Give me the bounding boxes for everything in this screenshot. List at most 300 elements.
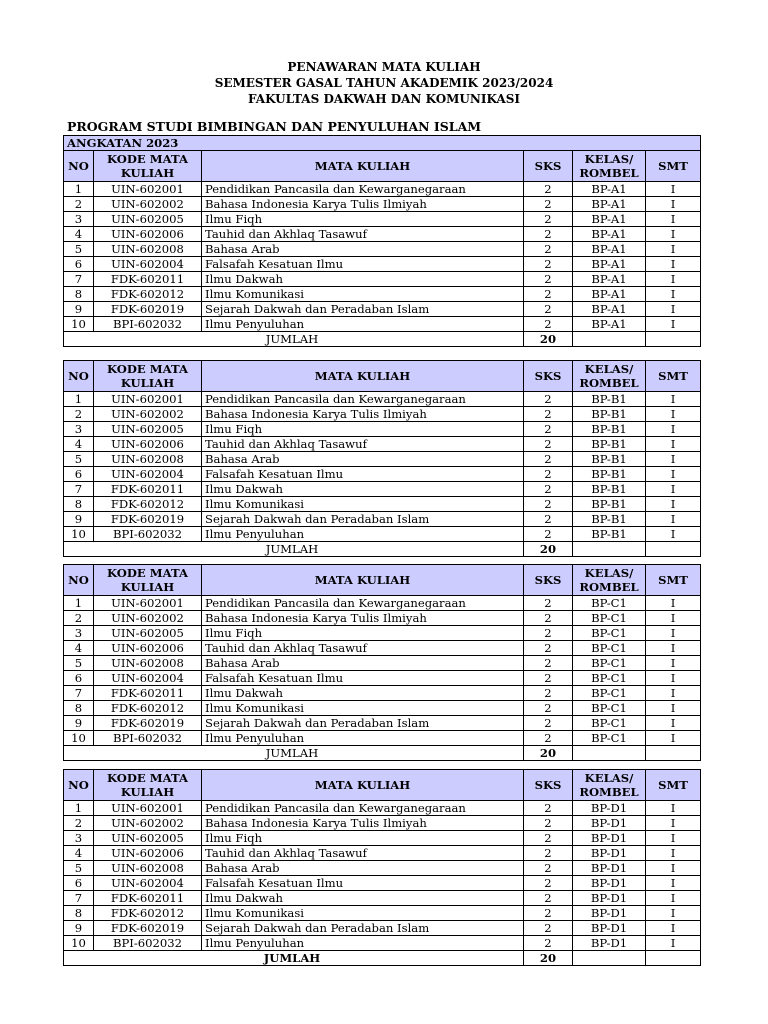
cell-no: 9 bbox=[64, 302, 94, 317]
cell-kelas: BP-B1 bbox=[573, 392, 646, 407]
cell-sks: 2 bbox=[524, 527, 573, 542]
col-header-smt: SMT bbox=[646, 151, 701, 182]
cell-sks: 2 bbox=[524, 861, 573, 876]
table-row bbox=[64, 686, 701, 701]
cell-sks: 2 bbox=[524, 227, 573, 242]
table-row bbox=[64, 182, 701, 197]
cell-mata-kuliah: Bahasa Arab bbox=[202, 656, 524, 671]
col-header-kode: KODE MATA KULIAH bbox=[94, 151, 202, 182]
cell-kelas: BP-B1 bbox=[573, 437, 646, 452]
cell-kelas: BP-B1 bbox=[573, 527, 646, 542]
cell-sks: 2 bbox=[524, 671, 573, 686]
table-row bbox=[64, 801, 701, 816]
cell-sks: 2 bbox=[524, 701, 573, 716]
col-header-mata-kuliah: MATA KULIAH bbox=[202, 361, 524, 392]
cell-kelas: BP-C1 bbox=[573, 596, 646, 611]
col-header-no: NO bbox=[64, 565, 94, 596]
table-row bbox=[64, 257, 701, 272]
cell-no: 3 bbox=[64, 626, 94, 641]
cell-kode: FDK-602019 bbox=[94, 716, 202, 731]
col-header-mata-kuliah: MATA KULIAH bbox=[202, 151, 524, 182]
cell-mata-kuliah: Ilmu Dakwah bbox=[202, 482, 524, 497]
cell-smt: I bbox=[646, 831, 701, 846]
cell-sks: 2 bbox=[524, 317, 573, 332]
table-row bbox=[64, 611, 701, 626]
cell-kode: FDK-602019 bbox=[94, 302, 202, 317]
cell-kode: FDK-602011 bbox=[94, 891, 202, 906]
cell-kode: UIN-602006 bbox=[94, 437, 202, 452]
table-row bbox=[64, 816, 701, 831]
cell-smt: I bbox=[646, 497, 701, 512]
cell-kode: UIN-602002 bbox=[94, 611, 202, 626]
cell-kode: UIN-602005 bbox=[94, 212, 202, 227]
cell-kelas: BP-A1 bbox=[573, 227, 646, 242]
cell-no: 10 bbox=[64, 317, 94, 332]
cell-mata-kuliah: Ilmu Dakwah bbox=[202, 272, 524, 287]
cell-sks: 2 bbox=[524, 891, 573, 906]
cell-sks: 2 bbox=[524, 731, 573, 746]
col-header-kelas: KELAS/ ROMBEL bbox=[573, 770, 646, 801]
col-header-sks: SKS bbox=[524, 151, 573, 182]
cell-mata-kuliah: Ilmu Dakwah bbox=[202, 891, 524, 906]
cell-sks: 2 bbox=[524, 906, 573, 921]
cell-sks: 2 bbox=[524, 452, 573, 467]
cell-kode: UIN-602002 bbox=[94, 816, 202, 831]
cell-sks: 2 bbox=[524, 846, 573, 861]
cell-no: 9 bbox=[64, 716, 94, 731]
total-label: JUMLAH bbox=[64, 951, 524, 966]
total-label: JUMLAH bbox=[64, 542, 524, 557]
cell-smt: I bbox=[646, 242, 701, 257]
cell-sks: 2 bbox=[524, 287, 573, 302]
col-header-kelas: KELAS/ ROMBEL bbox=[573, 151, 646, 182]
cell-kelas: BP-A1 bbox=[573, 317, 646, 332]
table-row bbox=[64, 701, 701, 716]
cell-no: 6 bbox=[64, 257, 94, 272]
course-table-4 bbox=[63, 769, 701, 966]
cell-no: 9 bbox=[64, 921, 94, 936]
cell-no: 1 bbox=[64, 182, 94, 197]
cell-kode: FDK-602012 bbox=[94, 701, 202, 716]
cell-smt: I bbox=[646, 701, 701, 716]
cell-sks: 2 bbox=[524, 626, 573, 641]
cell-sks: 2 bbox=[524, 437, 573, 452]
cell-kode: UIN-602004 bbox=[94, 671, 202, 686]
cell-mata-kuliah: Bahasa Indonesia Karya Tulis Ilmiyah bbox=[202, 611, 524, 626]
cell-mata-kuliah: Pendidikan Pancasila dan Kewarganegaraan bbox=[202, 801, 524, 816]
cell-kelas: BP-C1 bbox=[573, 656, 646, 671]
cell-mata-kuliah: Falsafah Kesatuan Ilmu bbox=[202, 467, 524, 482]
cell-smt: I bbox=[646, 731, 701, 746]
col-header-smt: SMT bbox=[646, 361, 701, 392]
cell-kode: UIN-602005 bbox=[94, 422, 202, 437]
cell-mata-kuliah: Pendidikan Pancasila dan Kewarganegaraan bbox=[202, 392, 524, 407]
cell-sks: 2 bbox=[524, 611, 573, 626]
cell-no: 10 bbox=[64, 936, 94, 951]
course-table-3 bbox=[63, 564, 701, 761]
cell-smt: I bbox=[646, 801, 701, 816]
cell-no: 7 bbox=[64, 272, 94, 287]
cell-kelas: BP-D1 bbox=[573, 831, 646, 846]
col-header-smt: SMT bbox=[646, 770, 701, 801]
cell-kode: BPI-602032 bbox=[94, 527, 202, 542]
cell-kelas: BP-B1 bbox=[573, 467, 646, 482]
col-header-sks: SKS bbox=[524, 770, 573, 801]
cell-mata-kuliah: Ilmu Komunikasi bbox=[202, 497, 524, 512]
cell-sks: 2 bbox=[524, 656, 573, 671]
cell-smt: I bbox=[646, 596, 701, 611]
total-empty-kelas bbox=[573, 951, 646, 966]
cell-kode: UIN-602008 bbox=[94, 242, 202, 257]
cell-mata-kuliah: Tauhid dan Akhlaq Tasawuf bbox=[202, 846, 524, 861]
cell-no: 7 bbox=[64, 891, 94, 906]
table-header-row bbox=[64, 770, 701, 801]
cell-no: 6 bbox=[64, 876, 94, 891]
cell-no: 3 bbox=[64, 212, 94, 227]
cell-kode: UIN-602001 bbox=[94, 801, 202, 816]
cell-smt: I bbox=[646, 212, 701, 227]
cell-smt: I bbox=[646, 611, 701, 626]
cell-kode: BPI-602032 bbox=[94, 317, 202, 332]
cell-no: 8 bbox=[64, 906, 94, 921]
cell-sks: 2 bbox=[524, 242, 573, 257]
cell-smt: I bbox=[646, 452, 701, 467]
cell-no: 10 bbox=[64, 527, 94, 542]
table-row bbox=[64, 437, 701, 452]
cell-sks: 2 bbox=[524, 936, 573, 951]
cell-mata-kuliah: Falsafah Kesatuan Ilmu bbox=[202, 876, 524, 891]
cell-kelas: BP-C1 bbox=[573, 686, 646, 701]
total-row bbox=[64, 951, 701, 966]
cell-kode: UIN-602001 bbox=[94, 596, 202, 611]
cell-no: 8 bbox=[64, 497, 94, 512]
cell-smt: I bbox=[646, 861, 701, 876]
table-row bbox=[64, 452, 701, 467]
cell-kode: UIN-602001 bbox=[94, 392, 202, 407]
cell-mata-kuliah: Bahasa Arab bbox=[202, 242, 524, 257]
cell-smt: I bbox=[646, 891, 701, 906]
cell-kelas: BP-C1 bbox=[573, 611, 646, 626]
table-row bbox=[64, 497, 701, 512]
total-empty-smt bbox=[646, 951, 701, 966]
table-header-row bbox=[64, 361, 701, 392]
table-row bbox=[64, 512, 701, 527]
cell-kode: UIN-602002 bbox=[94, 197, 202, 212]
cell-kelas: BP-D1 bbox=[573, 936, 646, 951]
cell-kelas: BP-C1 bbox=[573, 671, 646, 686]
cell-kelas: BP-C1 bbox=[573, 626, 646, 641]
table-row bbox=[64, 891, 701, 906]
cell-kode: UIN-602006 bbox=[94, 641, 202, 656]
table-row bbox=[64, 407, 701, 422]
cell-smt: I bbox=[646, 422, 701, 437]
cell-kelas: BP-C1 bbox=[573, 716, 646, 731]
cell-sks: 2 bbox=[524, 641, 573, 656]
cell-smt: I bbox=[646, 656, 701, 671]
cell-sks: 2 bbox=[524, 816, 573, 831]
cell-smt: I bbox=[646, 876, 701, 891]
table-row bbox=[64, 482, 701, 497]
cell-no: 5 bbox=[64, 242, 94, 257]
cell-sks: 2 bbox=[524, 876, 573, 891]
cell-smt: I bbox=[646, 467, 701, 482]
cell-kelas: BP-A1 bbox=[573, 197, 646, 212]
cell-smt: I bbox=[646, 512, 701, 527]
cell-no: 4 bbox=[64, 641, 94, 656]
cell-mata-kuliah: Tauhid dan Akhlaq Tasawuf bbox=[202, 437, 524, 452]
table-row bbox=[64, 716, 701, 731]
cell-no: 2 bbox=[64, 816, 94, 831]
table-row bbox=[64, 846, 701, 861]
cohort-label: ANGKATAN 2023 bbox=[64, 136, 701, 151]
cell-kode: BPI-602032 bbox=[94, 731, 202, 746]
table-row bbox=[64, 861, 701, 876]
table-row bbox=[64, 876, 701, 891]
cell-sks: 2 bbox=[524, 801, 573, 816]
table-row bbox=[64, 641, 701, 656]
cell-no: 4 bbox=[64, 846, 94, 861]
cell-kode: FDK-602012 bbox=[94, 287, 202, 302]
cell-sks: 2 bbox=[524, 302, 573, 317]
cell-mata-kuliah: Ilmu Fiqh bbox=[202, 626, 524, 641]
cell-mata-kuliah: Bahasa Indonesia Karya Tulis Ilmiyah bbox=[202, 197, 524, 212]
cell-smt: I bbox=[646, 906, 701, 921]
cell-kode: FDK-602012 bbox=[94, 497, 202, 512]
table-row bbox=[64, 242, 701, 257]
cell-smt: I bbox=[646, 182, 701, 197]
cell-smt: I bbox=[646, 641, 701, 656]
cell-kelas: BP-D1 bbox=[573, 891, 646, 906]
cell-no: 2 bbox=[64, 407, 94, 422]
study-program-title: PROGRAM STUDI BIMBINGAN DAN PENYULUHAN ISLAM bbox=[67, 119, 482, 134]
cell-kelas: BP-A1 bbox=[573, 287, 646, 302]
header-semester: SEMESTER GASAL TAHUN AKADEMIK 2023/2024 bbox=[214, 76, 554, 90]
cell-mata-kuliah: Tauhid dan Akhlaq Tasawuf bbox=[202, 641, 524, 656]
cell-mata-kuliah: Bahasa Arab bbox=[202, 452, 524, 467]
cell-kelas: BP-A1 bbox=[573, 257, 646, 272]
cell-mata-kuliah: Sejarah Dakwah dan Peradaban Islam bbox=[202, 302, 524, 317]
cell-kode: UIN-602006 bbox=[94, 846, 202, 861]
cell-smt: I bbox=[646, 921, 701, 936]
cell-no: 9 bbox=[64, 512, 94, 527]
total-sks: 20 bbox=[524, 951, 573, 966]
cell-kode: UIN-602001 bbox=[94, 182, 202, 197]
total-sks: 20 bbox=[524, 542, 573, 557]
cell-mata-kuliah: Ilmu Penyuluhan bbox=[202, 731, 524, 746]
cell-mata-kuliah: Ilmu Komunikasi bbox=[202, 287, 524, 302]
col-header-sks: SKS bbox=[524, 565, 573, 596]
total-empty-smt bbox=[646, 332, 701, 347]
cell-mata-kuliah: Ilmu Fiqh bbox=[202, 831, 524, 846]
cell-mata-kuliah: Ilmu Komunikasi bbox=[202, 906, 524, 921]
table-row bbox=[64, 227, 701, 242]
col-header-no: NO bbox=[64, 770, 94, 801]
col-header-sks: SKS bbox=[524, 361, 573, 392]
cell-kelas: BP-D1 bbox=[573, 861, 646, 876]
total-empty-kelas bbox=[573, 332, 646, 347]
cell-sks: 2 bbox=[524, 392, 573, 407]
table-row bbox=[64, 197, 701, 212]
table-row bbox=[64, 467, 701, 482]
cell-kode: FDK-602012 bbox=[94, 906, 202, 921]
cell-smt: I bbox=[646, 816, 701, 831]
cell-sks: 2 bbox=[524, 512, 573, 527]
cell-no: 3 bbox=[64, 831, 94, 846]
cell-no: 2 bbox=[64, 197, 94, 212]
table-row bbox=[64, 392, 701, 407]
table-row bbox=[64, 302, 701, 317]
table-row bbox=[64, 921, 701, 936]
cell-smt: I bbox=[646, 846, 701, 861]
cell-kelas: BP-A1 bbox=[573, 302, 646, 317]
cell-mata-kuliah: Ilmu Penyuluhan bbox=[202, 936, 524, 951]
cell-smt: I bbox=[646, 686, 701, 701]
cell-no: 8 bbox=[64, 701, 94, 716]
cell-no: 1 bbox=[64, 392, 94, 407]
cell-no: 7 bbox=[64, 482, 94, 497]
cell-kode: UIN-602008 bbox=[94, 656, 202, 671]
cell-kelas: BP-B1 bbox=[573, 452, 646, 467]
cell-sks: 2 bbox=[524, 497, 573, 512]
cell-smt: I bbox=[646, 527, 701, 542]
total-empty-kelas bbox=[573, 542, 646, 557]
cell-mata-kuliah: Ilmu Dakwah bbox=[202, 686, 524, 701]
cell-kelas: BP-A1 bbox=[573, 182, 646, 197]
col-header-kelas: KELAS/ ROMBEL bbox=[573, 565, 646, 596]
cell-no: 4 bbox=[64, 227, 94, 242]
cell-kode: FDK-602011 bbox=[94, 272, 202, 287]
total-sks: 20 bbox=[524, 746, 573, 761]
cell-kode: UIN-602004 bbox=[94, 257, 202, 272]
cell-sks: 2 bbox=[524, 467, 573, 482]
cell-kode: UIN-602002 bbox=[94, 407, 202, 422]
cell-mata-kuliah: Tauhid dan Akhlaq Tasawuf bbox=[202, 227, 524, 242]
cell-no: 5 bbox=[64, 656, 94, 671]
cell-kode: UIN-602008 bbox=[94, 452, 202, 467]
cell-sks: 2 bbox=[524, 716, 573, 731]
table-row bbox=[64, 272, 701, 287]
cell-kelas: BP-B1 bbox=[573, 497, 646, 512]
cell-kode: FDK-602019 bbox=[94, 921, 202, 936]
col-header-kelas: KELAS/ ROMBEL bbox=[573, 361, 646, 392]
cell-mata-kuliah: Ilmu Komunikasi bbox=[202, 701, 524, 716]
total-row bbox=[64, 542, 701, 557]
cell-no: 8 bbox=[64, 287, 94, 302]
col-header-no: NO bbox=[64, 151, 94, 182]
cell-kelas: BP-C1 bbox=[573, 701, 646, 716]
cell-mata-kuliah: Bahasa Indonesia Karya Tulis Ilmiyah bbox=[202, 407, 524, 422]
cell-kelas: BP-C1 bbox=[573, 731, 646, 746]
cell-sks: 2 bbox=[524, 182, 573, 197]
total-empty-kelas bbox=[573, 746, 646, 761]
cell-kode: UIN-602008 bbox=[94, 861, 202, 876]
cell-mata-kuliah: Ilmu Fiqh bbox=[202, 422, 524, 437]
col-header-kode: KODE MATA KULIAH bbox=[94, 770, 202, 801]
cell-sks: 2 bbox=[524, 197, 573, 212]
total-row bbox=[64, 746, 701, 761]
col-header-no: NO bbox=[64, 361, 94, 392]
table-row bbox=[64, 656, 701, 671]
table-row bbox=[64, 906, 701, 921]
cell-no: 6 bbox=[64, 671, 94, 686]
cell-kode: UIN-602006 bbox=[94, 227, 202, 242]
cell-no: 1 bbox=[64, 801, 94, 816]
cell-mata-kuliah: Bahasa Arab bbox=[202, 861, 524, 876]
cell-smt: I bbox=[646, 407, 701, 422]
total-sks: 20 bbox=[524, 332, 573, 347]
cell-kelas: BP-A1 bbox=[573, 242, 646, 257]
cell-kode: UIN-602004 bbox=[94, 876, 202, 891]
cell-kelas: BP-A1 bbox=[573, 272, 646, 287]
cell-smt: I bbox=[646, 197, 701, 212]
total-label: JUMLAH bbox=[64, 746, 524, 761]
cell-sks: 2 bbox=[524, 482, 573, 497]
cell-kelas: BP-B1 bbox=[573, 422, 646, 437]
table-row bbox=[64, 317, 701, 332]
total-empty-smt bbox=[646, 542, 701, 557]
cell-sks: 2 bbox=[524, 272, 573, 287]
cell-kelas: BP-D1 bbox=[573, 801, 646, 816]
col-header-mata-kuliah: MATA KULIAH bbox=[202, 565, 524, 596]
cell-smt: I bbox=[646, 257, 701, 272]
cell-mata-kuliah: Falsafah Kesatuan Ilmu bbox=[202, 257, 524, 272]
cell-no: 10 bbox=[64, 731, 94, 746]
document-header bbox=[0, 59, 768, 107]
cell-mata-kuliah: Bahasa Indonesia Karya Tulis Ilmiyah bbox=[202, 816, 524, 831]
cell-kode: UIN-602005 bbox=[94, 626, 202, 641]
course-table-1 bbox=[63, 135, 701, 347]
course-table-2 bbox=[63, 360, 701, 557]
cell-mata-kuliah: Ilmu Penyuluhan bbox=[202, 527, 524, 542]
cell-mata-kuliah: Pendidikan Pancasila dan Kewarganegaraan bbox=[202, 596, 524, 611]
table-row bbox=[64, 596, 701, 611]
cell-no: 1 bbox=[64, 596, 94, 611]
cell-kelas: BP-D1 bbox=[573, 816, 646, 831]
cell-smt: I bbox=[646, 716, 701, 731]
cell-smt: I bbox=[646, 437, 701, 452]
cell-sks: 2 bbox=[524, 212, 573, 227]
cell-sks: 2 bbox=[524, 596, 573, 611]
cell-kelas: BP-B1 bbox=[573, 512, 646, 527]
col-header-kode: KODE MATA KULIAH bbox=[94, 361, 202, 392]
cell-kelas: BP-D1 bbox=[573, 846, 646, 861]
table-row bbox=[64, 936, 701, 951]
cell-sks: 2 bbox=[524, 257, 573, 272]
cell-mata-kuliah: Pendidikan Pancasila dan Kewarganegaraan bbox=[202, 182, 524, 197]
cell-smt: I bbox=[646, 227, 701, 242]
table-row bbox=[64, 671, 701, 686]
col-header-kode: KODE MATA KULIAH bbox=[94, 565, 202, 596]
cell-kode: UIN-602005 bbox=[94, 831, 202, 846]
cell-sks: 2 bbox=[524, 686, 573, 701]
table-row bbox=[64, 831, 701, 846]
cell-sks: 2 bbox=[524, 921, 573, 936]
cell-smt: I bbox=[646, 302, 701, 317]
cell-smt: I bbox=[646, 317, 701, 332]
cell-kelas: BP-D1 bbox=[573, 876, 646, 891]
total-label: JUMLAH bbox=[64, 332, 524, 347]
cell-sks: 2 bbox=[524, 407, 573, 422]
cell-mata-kuliah: Sejarah Dakwah dan Peradaban Islam bbox=[202, 512, 524, 527]
cell-no: 2 bbox=[64, 611, 94, 626]
cell-no: 5 bbox=[64, 861, 94, 876]
cell-kode: FDK-602011 bbox=[94, 686, 202, 701]
cell-smt: I bbox=[646, 272, 701, 287]
cell-smt: I bbox=[646, 936, 701, 951]
cell-mata-kuliah: Sejarah Dakwah dan Peradaban Islam bbox=[202, 921, 524, 936]
col-header-mata-kuliah: MATA KULIAH bbox=[202, 770, 524, 801]
cell-mata-kuliah: Ilmu Penyuluhan bbox=[202, 317, 524, 332]
